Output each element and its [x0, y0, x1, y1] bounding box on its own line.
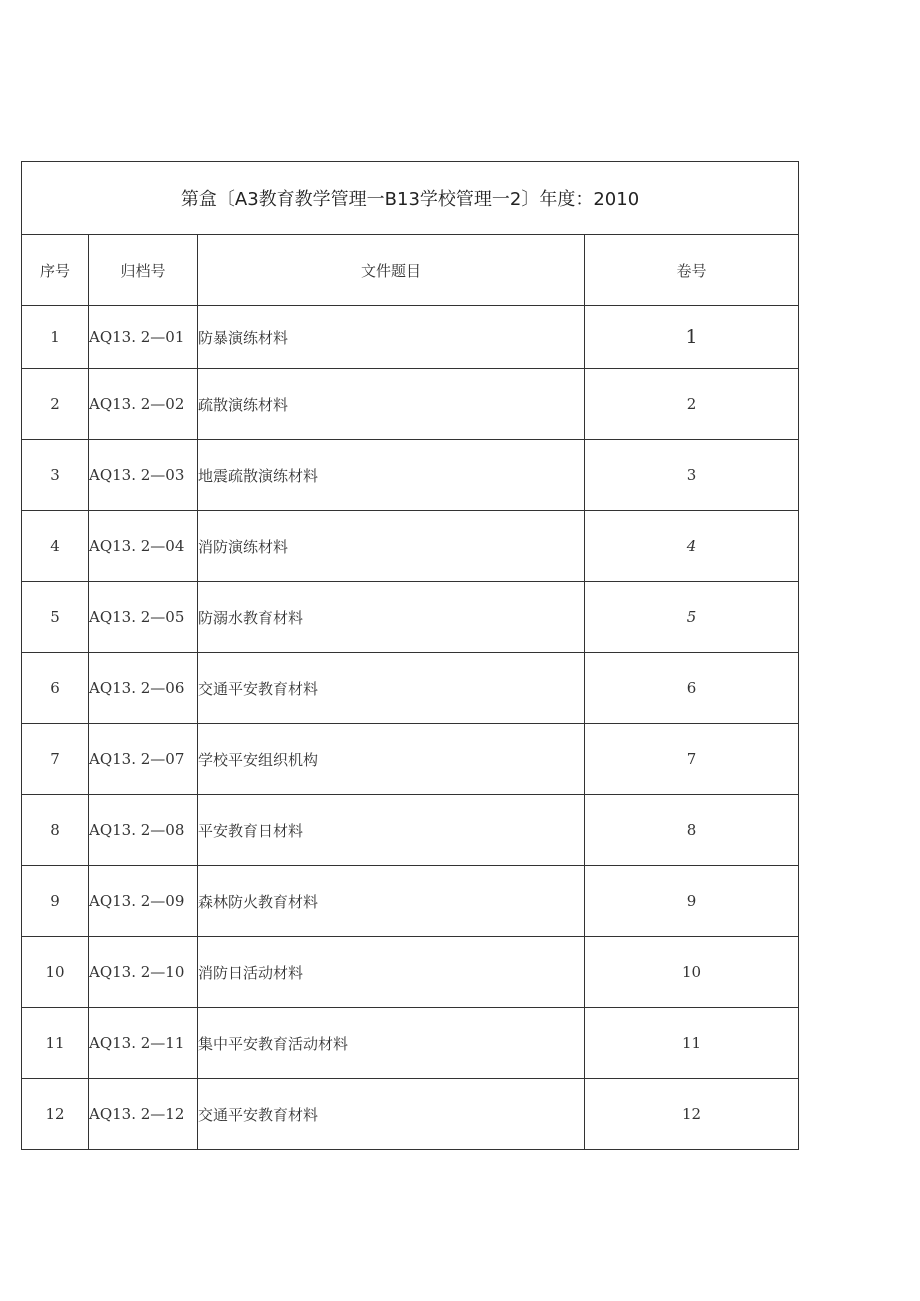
header-document-title: 文件题目 [198, 235, 585, 306]
row-archive-number: AQ13. 2—08 [89, 795, 198, 866]
row-no: 3 [22, 440, 89, 511]
row-archive-number: AQ13. 2—01 [89, 306, 198, 369]
row-volume-number: 4 [585, 511, 799, 582]
table-row [22, 369, 799, 440]
row-no: 2 [22, 369, 89, 440]
row-archive-number: AQ13. 2—12 [89, 1079, 198, 1150]
row-archive-number: AQ13. 2—07 [89, 724, 198, 795]
header-archive-number: 归档号 [89, 235, 198, 306]
row-document-title: 学校平安组织机构 [198, 724, 585, 795]
row-document-title: 集中平安教育活动材料 [198, 1008, 585, 1079]
row-document-title: 防溺水教育材料 [198, 582, 585, 653]
row-document-title: 交通平安教育材料 [198, 1079, 585, 1150]
row-document-title: 消防日活动材料 [198, 937, 585, 1008]
row-archive-number: AQ13. 2—11 [89, 1008, 198, 1079]
row-volume-number: 10 [585, 937, 799, 1008]
row-no: 9 [22, 866, 89, 937]
table-row [22, 306, 799, 369]
row-archive-number: AQ13. 2—06 [89, 653, 198, 724]
table-row [22, 582, 799, 653]
row-archive-number: AQ13. 2—10 [89, 937, 198, 1008]
table-row [22, 1079, 799, 1150]
row-document-title: 平安教育日材料 [198, 795, 585, 866]
header-volume-number: 卷号 [585, 235, 799, 306]
row-volume-number: 11 [585, 1008, 799, 1079]
row-document-title: 消防演练材料 [198, 511, 585, 582]
archive-table [21, 161, 799, 1150]
row-no: 8 [22, 795, 89, 866]
row-archive-number: AQ13. 2—03 [89, 440, 198, 511]
row-no: 12 [22, 1079, 89, 1150]
row-no: 10 [22, 937, 89, 1008]
row-volume-number: 7 [585, 724, 799, 795]
row-volume-number: 8 [585, 795, 799, 866]
table-row [22, 937, 799, 1008]
table-row [22, 440, 799, 511]
table-title: 第盒〔A3教育教学管理一B13学校管理一2〕年度：2010 [22, 162, 799, 235]
table-row [22, 866, 799, 937]
row-document-title: 交通平安教育材料 [198, 653, 585, 724]
table-row [22, 724, 799, 795]
row-volume-number: 12 [585, 1079, 799, 1150]
table-row [22, 653, 799, 724]
row-volume-number: 6 [585, 653, 799, 724]
row-volume-number: 1 [585, 306, 799, 369]
row-no: 1 [22, 306, 89, 369]
row-no: 6 [22, 653, 89, 724]
row-archive-number: AQ13. 2—04 [89, 511, 198, 582]
row-no: 5 [22, 582, 89, 653]
row-volume-number: 9 [585, 866, 799, 937]
row-volume-number: 3 [585, 440, 799, 511]
row-no: 11 [22, 1008, 89, 1079]
row-document-title: 地震疏散演练材料 [198, 440, 585, 511]
row-document-title: 森林防火教育材料 [198, 866, 585, 937]
row-archive-number: AQ13. 2—09 [89, 866, 198, 937]
header-no: 序号 [22, 235, 89, 306]
row-volume-number: 2 [585, 369, 799, 440]
row-no: 7 [22, 724, 89, 795]
row-document-title: 防暴演练材料 [198, 306, 585, 369]
header-row [22, 235, 799, 306]
row-archive-number: AQ13. 2—02 [89, 369, 198, 440]
row-volume-number: 5 [585, 582, 799, 653]
table-row [22, 795, 799, 866]
table-row [22, 511, 799, 582]
row-archive-number: AQ13. 2—05 [89, 582, 198, 653]
row-document-title: 疏散演练材料 [198, 369, 585, 440]
row-no: 4 [22, 511, 89, 582]
table-row [22, 1008, 799, 1079]
title-row [22, 162, 799, 235]
